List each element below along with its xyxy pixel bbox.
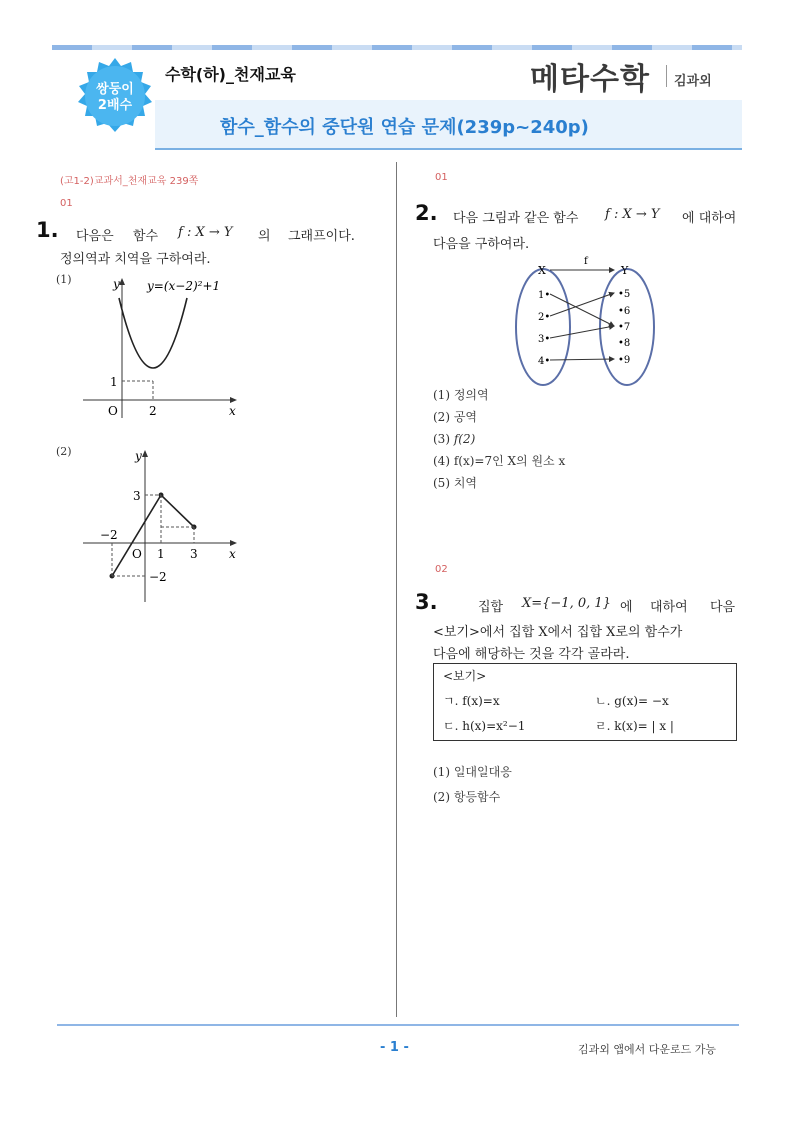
set-y-label: Y bbox=[621, 264, 629, 277]
q3-item-2: (2) 항등함수 bbox=[433, 790, 501, 804]
graph2-x-label: x bbox=[229, 547, 236, 561]
x-elem-1: 1• bbox=[538, 290, 551, 301]
q2-text-1a: 다음 그림과 같은 함수 bbox=[453, 211, 579, 226]
q2-item-1: (1) 정의역 bbox=[433, 388, 489, 402]
question-text-1a: 다음은 bbox=[76, 229, 114, 244]
q3-text-1b: 에 bbox=[620, 600, 633, 615]
mapping-diagram bbox=[510, 252, 660, 387]
graph2-segments bbox=[112, 495, 194, 576]
y-elem-6: •6 bbox=[618, 306, 631, 317]
footer-line bbox=[57, 1024, 739, 1026]
graph1-y-arrow-icon bbox=[119, 278, 125, 285]
page-title: 함수_함수의 중단원 연습 문제(239p~240p) bbox=[220, 117, 589, 138]
arrow-2-to-5 bbox=[550, 293, 614, 316]
graph1-equation: y=(x−2)²+1 bbox=[147, 279, 221, 293]
x-elem-4: 4• bbox=[538, 356, 551, 367]
q3-text-1d: 다음 bbox=[710, 600, 736, 615]
graph1-tick-y: 1 bbox=[110, 375, 118, 389]
set-x-oval bbox=[516, 269, 570, 385]
source-label: (고1-2)교과서_천재교육 239쪽 bbox=[60, 176, 199, 187]
question-text-1b: 함수 bbox=[133, 229, 159, 244]
q3-text-1c: 대하여 bbox=[650, 600, 688, 615]
graph2-tick-ym2: −2 bbox=[149, 570, 167, 584]
graph1-tick-x: 2 bbox=[149, 404, 157, 418]
q2-text-2: 다음을 구하여라. bbox=[433, 237, 530, 252]
logo-text: 메타수학 bbox=[530, 62, 650, 97]
q2-item-4: (4) f(x)=7인 X의 원소 x bbox=[433, 454, 566, 468]
q3-text-1a: 집합 bbox=[478, 600, 504, 615]
q3-code: 02 bbox=[435, 564, 448, 575]
bogi-item-3: ㄷ. h(x)=x²−1 bbox=[443, 719, 526, 733]
bogi-item-4: ㄹ. k(x)= | x | bbox=[595, 719, 674, 733]
page-number: - 1 - bbox=[380, 1040, 409, 1055]
question-text-1c: 의 bbox=[258, 229, 271, 244]
bogi-item-2: ㄴ. g(x)= −x bbox=[595, 694, 669, 708]
graph2-x-arrow-icon bbox=[230, 540, 237, 546]
subject-label: 수학(하)_천재교육 bbox=[165, 65, 296, 84]
question-text-2: 정의역과 치역을 구하여라. bbox=[60, 252, 211, 267]
q3-math-1: X={−1, 0, 1} bbox=[522, 596, 611, 611]
question-text-1d: 그래프이다. bbox=[288, 229, 355, 244]
graph1-y-label: y bbox=[113, 277, 120, 291]
badge-line2: 2배수 bbox=[97, 98, 133, 113]
graph1-label: (1) bbox=[56, 273, 72, 286]
badge-text bbox=[75, 82, 155, 114]
question-number: 1. bbox=[36, 218, 59, 242]
y-elem-5: •5 bbox=[618, 289, 631, 300]
q2-math-1: f : X → Y bbox=[605, 207, 660, 222]
q3-number: 3. bbox=[415, 590, 438, 614]
q3-text-2: <보기>에서 집합 X에서 집합 X로의 함수가 bbox=[433, 625, 683, 640]
y-elem-9: •9 bbox=[618, 355, 631, 366]
q2-items bbox=[433, 384, 565, 494]
set-x-label: X bbox=[538, 264, 546, 277]
q3-text-3: 다음에 해당하는 것을 각각 골라라. bbox=[433, 647, 630, 662]
graph1-x-label: x bbox=[229, 404, 236, 418]
logo-separator bbox=[666, 65, 667, 87]
x-elem-2: 2• bbox=[538, 312, 551, 323]
badge-line1: 쌍둥이 bbox=[96, 82, 134, 97]
graph2-tick-y3: 3 bbox=[133, 489, 141, 503]
q2-number: 2. bbox=[415, 201, 438, 225]
q2-item-5: (5) 치역 bbox=[433, 476, 478, 490]
graph2-tick-x1: 1 bbox=[157, 547, 165, 561]
graph2-y-arrow-icon bbox=[142, 450, 148, 457]
column-divider bbox=[396, 162, 397, 1017]
arrow-1-to-7 bbox=[550, 294, 614, 326]
q2-item-2: (2) 공역 bbox=[433, 410, 478, 424]
graph2-label: (2) bbox=[56, 445, 72, 458]
graph-piecewise bbox=[55, 440, 255, 610]
graph1-x-arrow-icon bbox=[230, 397, 237, 403]
x-elem-3: 3• bbox=[538, 334, 551, 345]
q3-items bbox=[433, 760, 512, 810]
graph1-origin: O bbox=[108, 404, 118, 418]
y-elem-7: •7 bbox=[618, 322, 631, 333]
header-stripe bbox=[52, 45, 742, 50]
graph2-origin: O bbox=[132, 547, 142, 561]
bogi-item-1: ㄱ. f(x)=x bbox=[443, 694, 500, 708]
footer-note: 김과외 앱에서 다운로드 가능 bbox=[578, 1043, 717, 1056]
func-label: f bbox=[584, 256, 588, 267]
q2-code: 01 bbox=[435, 172, 448, 183]
graph2-y-label: y bbox=[135, 449, 142, 463]
graph2-tick-x3: 3 bbox=[190, 547, 198, 561]
q3-item-1: (1) 일대일대응 bbox=[433, 765, 512, 779]
graph1-curve bbox=[119, 298, 187, 368]
question-math-1: f : X → Y bbox=[178, 225, 233, 240]
graph-parabola bbox=[55, 268, 255, 428]
logo-sub-text: 김과외 bbox=[674, 74, 712, 89]
graph2-tick-xm2: −2 bbox=[100, 528, 118, 542]
bogi-title: <보기> bbox=[443, 669, 487, 683]
question-code: 01 bbox=[60, 198, 73, 209]
q2-item-3: (3) f(2) bbox=[433, 432, 476, 446]
arrow-3-to-7 bbox=[550, 326, 614, 338]
q2-text-1b: 에 대하여 bbox=[682, 211, 737, 226]
y-elem-8: •8 bbox=[618, 338, 631, 349]
